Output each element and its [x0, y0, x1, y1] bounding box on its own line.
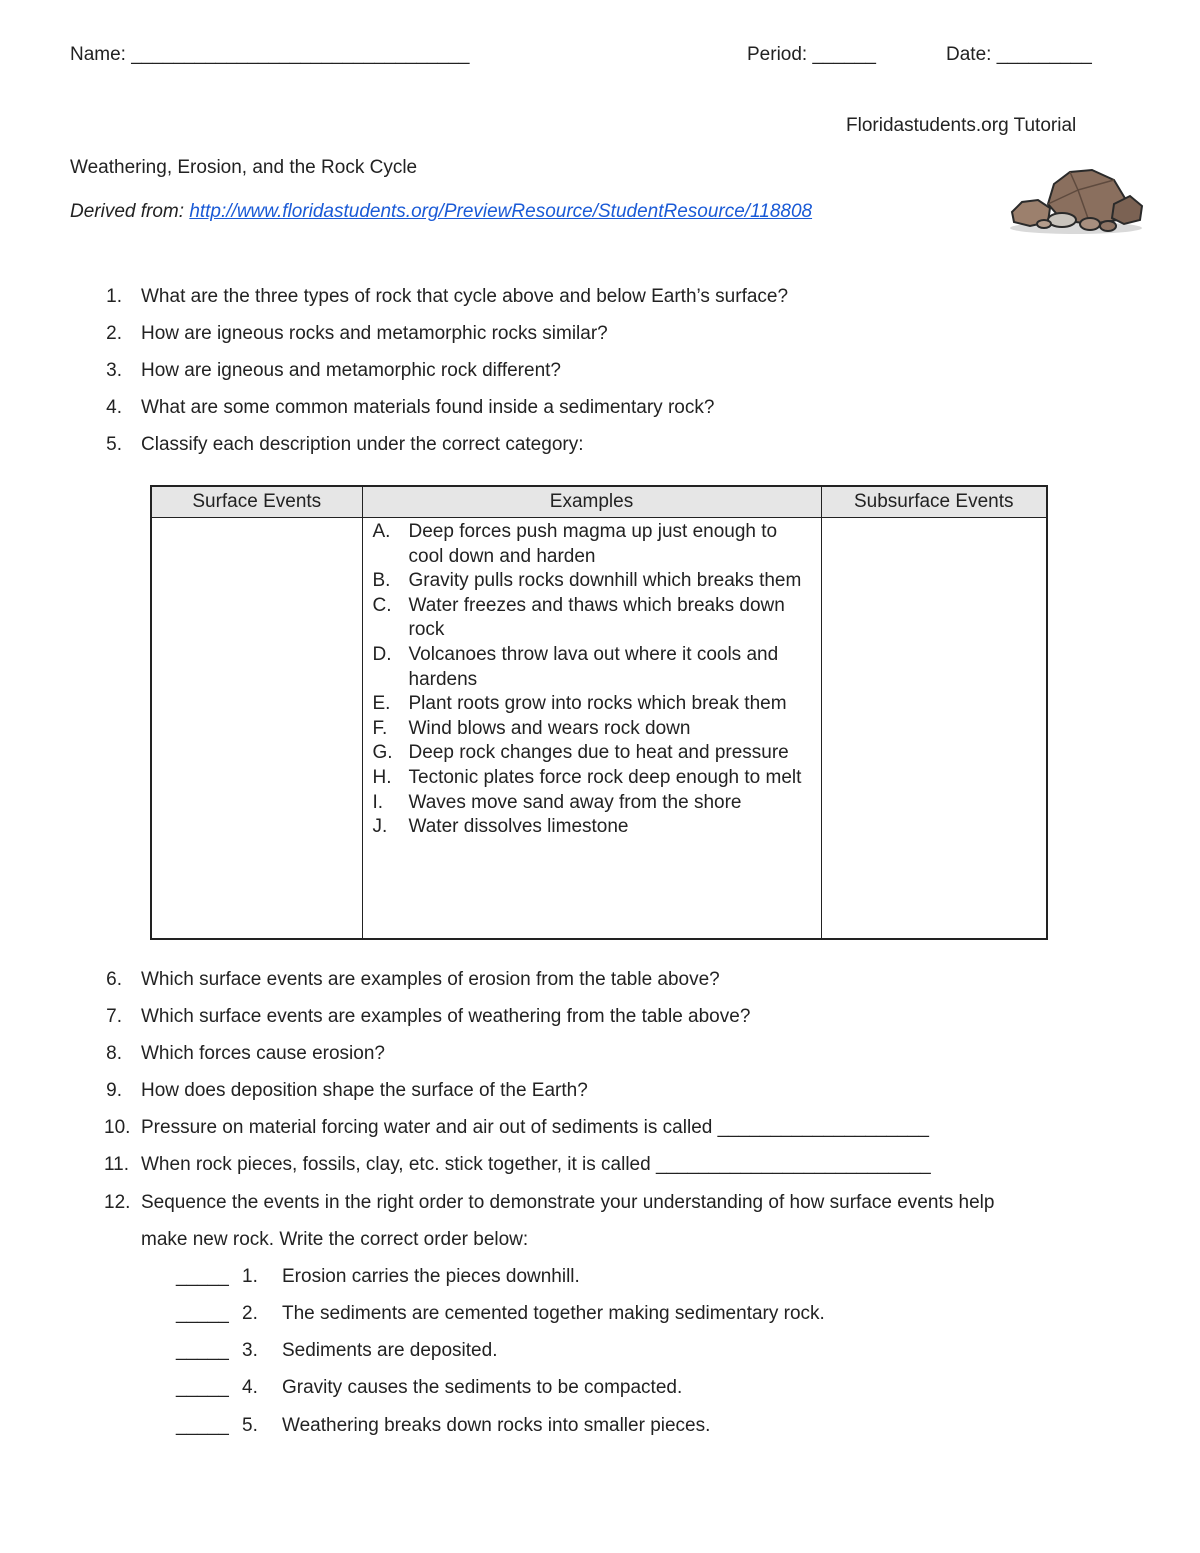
derived-from-label: Derived from:	[70, 201, 185, 222]
sequence-blank[interactable]: _____	[176, 1415, 229, 1436]
question-number: 6.	[106, 969, 122, 990]
question-text: Which forces cause erosion?	[141, 1043, 385, 1064]
question-number: 5.	[106, 434, 122, 455]
example-item: J. Water dissolves limestone	[372, 816, 629, 838]
question-number: 3.	[106, 360, 122, 381]
page-title: Weathering, Erosion, and the Rock Cycle	[70, 157, 418, 178]
example-item: C. Water freezes and thaws which breaks down rock	[372, 594, 785, 641]
rocks-illustration	[1004, 166, 1146, 238]
question-text: How does deposition shape the surface of the Earth?	[141, 1080, 588, 1101]
subsurface-events-answer-cell[interactable]	[821, 518, 1047, 940]
source-link[interactable]: http://www.floridastudents.org/PreviewResource/StudentResource/118808	[189, 201, 813, 222]
sequence-number: 2.	[242, 1303, 258, 1324]
sequence-number: 1.	[242, 1266, 258, 1287]
question-number: 11.	[104, 1154, 130, 1175]
question-text: When rock pieces, fossils, clay, etc. stick together, it is called __________________________	[141, 1154, 931, 1175]
example-item: F. Wind blows and wears rock down	[372, 717, 691, 739]
question-number: 1.	[106, 286, 122, 307]
question-text: Pressure on material forcing water and air out of sediments is called ____________________	[141, 1117, 929, 1138]
question-number: 8.	[106, 1043, 122, 1064]
header-subsurface-events: Subsurface Events	[821, 486, 1047, 518]
question-number: 4.	[106, 397, 122, 418]
date-field-label[interactable]: Date: _________	[946, 44, 1092, 65]
name-field-label[interactable]: Name: ________________________________	[70, 44, 470, 65]
example-item: E. Plant roots grow into rocks which break them	[372, 693, 787, 715]
period-field-label[interactable]: Period: ______	[747, 44, 876, 65]
question-text: Which surface events are examples of weathering from the table above?	[141, 1006, 751, 1027]
header-surface-events: Surface Events	[151, 486, 362, 518]
sequence-blank[interactable]: _____	[176, 1266, 229, 1287]
derived-from-line	[70, 201, 812, 223]
question-number: 7.	[106, 1006, 122, 1027]
sequence-blank[interactable]: _____	[176, 1377, 229, 1398]
question-number: 2.	[106, 323, 122, 344]
question-number: 9.	[106, 1080, 122, 1101]
sequence-text: Weathering breaks down rocks into smaller pieces.	[282, 1415, 711, 1436]
example-item: A. Deep forces push magma up just enough to cool down and harden	[372, 521, 778, 567]
sequence-text: Erosion carries the pieces downhill.	[282, 1266, 580, 1287]
question-continuation: make new rock. Write the correct order below:	[141, 1229, 529, 1250]
source-note: Floridastudents.org Tutorial	[846, 115, 1077, 136]
classification-table	[150, 485, 1048, 940]
sequence-text: The sediments are cemented together making sedimentary rock.	[282, 1303, 825, 1324]
header-examples: Examples	[362, 486, 821, 518]
question-number: 10.	[104, 1117, 131, 1138]
question-text: How are igneous rocks and metamorphic rocks similar?	[141, 323, 608, 344]
sequence-number: 4.	[242, 1377, 258, 1398]
question-text: How are igneous and metamorphic rock different?	[141, 360, 561, 381]
question-text: What are some common materials found inside a sedimentary rock?	[141, 397, 715, 418]
example-item: D. Volcanoes throw lava out where it cools and hardens	[372, 643, 779, 690]
examples-cell	[362, 518, 821, 940]
sequence-blank[interactable]: _____	[176, 1340, 229, 1361]
example-item: H. Tectonic plates force rock deep enough to melt	[372, 766, 802, 788]
example-item: I. Waves move sand away from the shore	[372, 791, 742, 813]
sequence-text: Gravity causes the sediments to be compacted.	[282, 1377, 683, 1398]
question-text: What are the three types of rock that cycle above and below Earth’s surface?	[141, 286, 789, 307]
question-text: Classify each description under the correct category:	[141, 434, 584, 455]
surface-events-answer-cell[interactable]	[151, 518, 362, 940]
sequence-number: 5.	[242, 1415, 258, 1436]
question-text: Which surface events are examples of erosion from the table above?	[141, 969, 720, 990]
example-item: G. Deep rock changes due to heat and pressure	[372, 742, 789, 764]
question-text: Sequence the events in the right order to demonstrate your understanding of how surface events help	[141, 1192, 995, 1213]
example-item: B. Gravity pulls rocks downhill which breaks them	[372, 570, 802, 592]
question-number: 12.	[104, 1192, 131, 1213]
sequence-blank[interactable]: _____	[176, 1303, 229, 1324]
sequence-text: Sediments are deposited.	[282, 1340, 498, 1361]
sequence-number: 3.	[242, 1340, 258, 1361]
